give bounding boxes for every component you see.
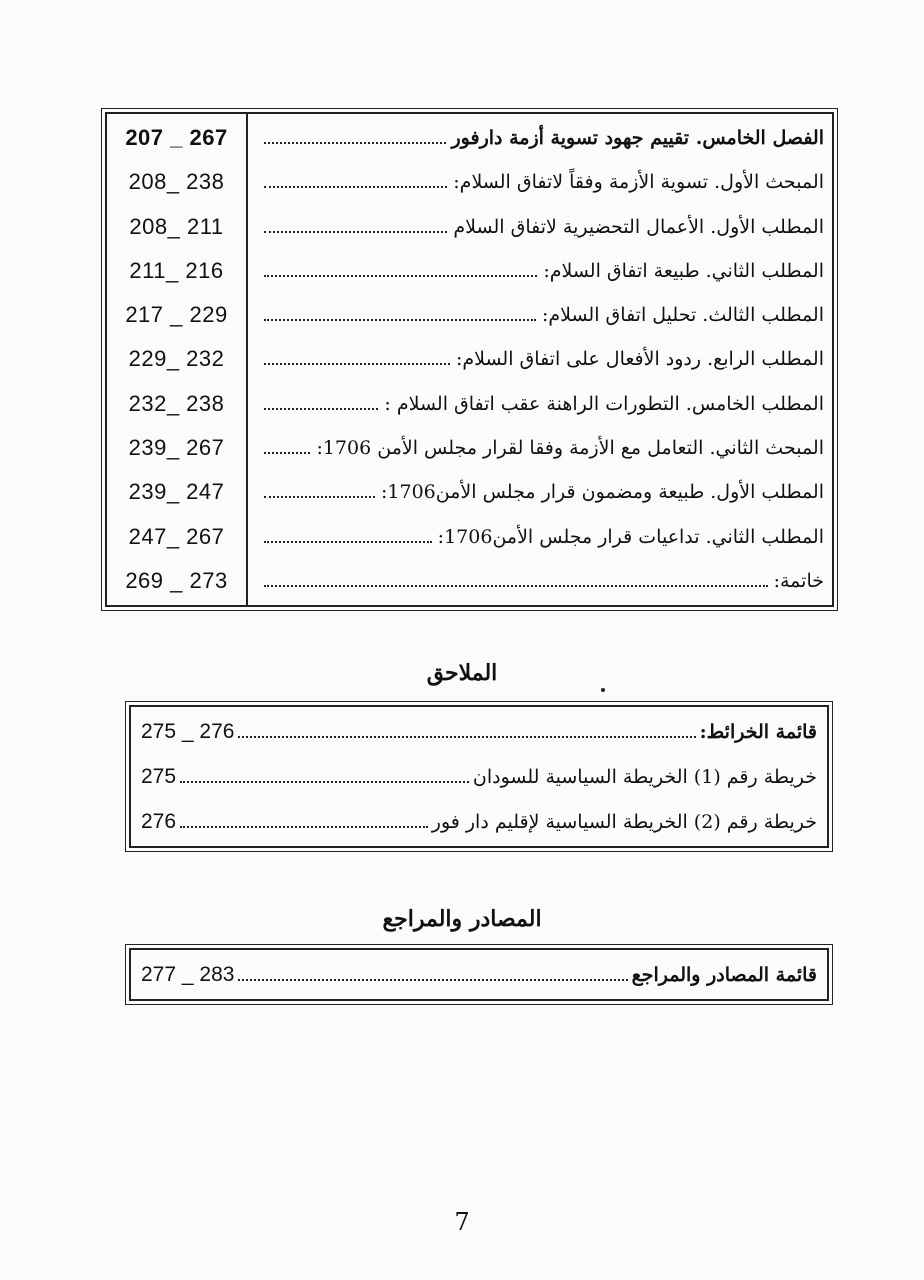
appendix-entry-pages: 276 <box>141 809 177 833</box>
toc-entry <box>248 515 832 558</box>
stray-dot <box>601 688 605 692</box>
dot-leader <box>264 452 310 454</box>
references-heading: المصادر والمراجع <box>382 906 542 932</box>
reference-entry-pages: 277 _ 283 <box>141 962 235 986</box>
toc-page-range: 232_ 238 <box>128 390 225 416</box>
dot-leader <box>264 186 447 188</box>
toc-entry <box>248 294 832 337</box>
dot-leader <box>238 736 695 738</box>
appendices-box-inner <box>129 705 829 848</box>
toc-entry <box>248 161 832 204</box>
toc-entry-title: المطلب الثاني. تداعيات قرار مجلس الأمن1706: <box>437 525 824 548</box>
toc-entry <box>248 426 832 469</box>
appendix-entry-title: قائمة الخرائط: <box>699 720 817 743</box>
page-number: 7 <box>454 1208 470 1236</box>
dot-leader <box>264 496 375 498</box>
dot-leader <box>264 363 450 365</box>
dot-leader <box>238 979 627 981</box>
toc-pages-column <box>107 114 248 605</box>
dot-leader <box>264 275 537 277</box>
appendix-entry-title: خريطة رقم (2) الخريطة السياسية لإقليم دار فور <box>431 810 817 833</box>
appendix-entry <box>141 799 817 844</box>
toc-page-range: 247_ 267 <box>128 523 225 549</box>
toc-page-range: 239_ 247 <box>128 479 225 505</box>
toc-page-range: 207 _ 267 <box>125 125 228 151</box>
toc-table <box>101 108 838 611</box>
dot-leader <box>180 826 428 828</box>
dot-leader <box>264 319 536 321</box>
dot-leader <box>264 231 447 233</box>
toc-page-range: 208_ 238 <box>128 169 225 195</box>
toc-entry <box>248 117 832 160</box>
toc-table-inner <box>105 112 834 607</box>
toc-page-range: 217 _ 229 <box>125 302 228 328</box>
toc-entry-title: المبحث الأول. تسوية الأزمة وفقاً لاتفاق السلام: <box>453 171 824 194</box>
references-box-inner <box>129 948 829 1001</box>
appendix-entry-title: خريطة رقم (1) الخريطة السياسية للسودان <box>472 765 817 788</box>
toc-entry-title: المطلب الأول. طبيعة ومضمون قرار مجلس الأمن1706: <box>381 481 824 504</box>
toc-entry <box>248 471 832 514</box>
toc-entry-title: خاتمة: <box>773 569 824 592</box>
dot-leader <box>264 585 768 587</box>
appendices-heading: الملاحق <box>426 660 498 686</box>
dot-leader <box>264 142 446 144</box>
toc-page-range: 208_ 211 <box>129 213 224 239</box>
toc-entry-title: الفصل الخامس. تقييم جهود تسوية أزمة دارفور <box>451 127 824 150</box>
toc-entry <box>248 382 832 425</box>
appendix-entry <box>141 754 817 799</box>
toc-entry-title: المطلب الأول. الأعمال التحضيرية لاتفاق السلام <box>453 215 824 238</box>
appendices-box <box>125 701 833 852</box>
dot-leader <box>180 781 469 783</box>
toc-entry-title: المطلب الثاني. طبيعة اتفاق السلام: <box>543 259 824 282</box>
dot-leader <box>264 408 378 410</box>
toc-entry-title: المبحث الثاني. التعامل مع الأزمة وفقا لقرار مجلس الأمن 1706: <box>316 436 824 459</box>
references-box <box>125 944 833 1005</box>
toc-page-range: 211_ 216 <box>129 257 224 283</box>
toc-entry <box>248 338 832 381</box>
toc-entry-title: المطلب الثالث. تحليل اتفاق السلام: <box>541 304 824 327</box>
toc-entry <box>248 205 832 248</box>
toc-entry-title: المطلب الخامس. التطورات الراهنة عقب اتفاق السلام : <box>384 392 824 415</box>
dot-leader <box>264 541 432 543</box>
reference-entry-title: قائمة المصادر والمراجع <box>631 963 817 986</box>
reference-entry <box>141 952 817 997</box>
appendix-entry-pages: 275 <box>141 764 177 788</box>
toc-titles-column <box>248 114 832 605</box>
toc-page-range: 239_ 267 <box>128 434 225 460</box>
toc-entry-title: المطلب الرابع. ردود الأفعال على اتفاق السلام: <box>455 348 824 371</box>
toc-entry <box>248 249 832 292</box>
toc-page-range: 229_ 232 <box>128 346 225 372</box>
toc-page-range: 269 _ 273 <box>125 567 228 593</box>
appendix-entry-pages: 275 _ 276 <box>141 719 235 743</box>
toc-entry <box>248 559 832 602</box>
appendix-entry <box>141 709 817 754</box>
